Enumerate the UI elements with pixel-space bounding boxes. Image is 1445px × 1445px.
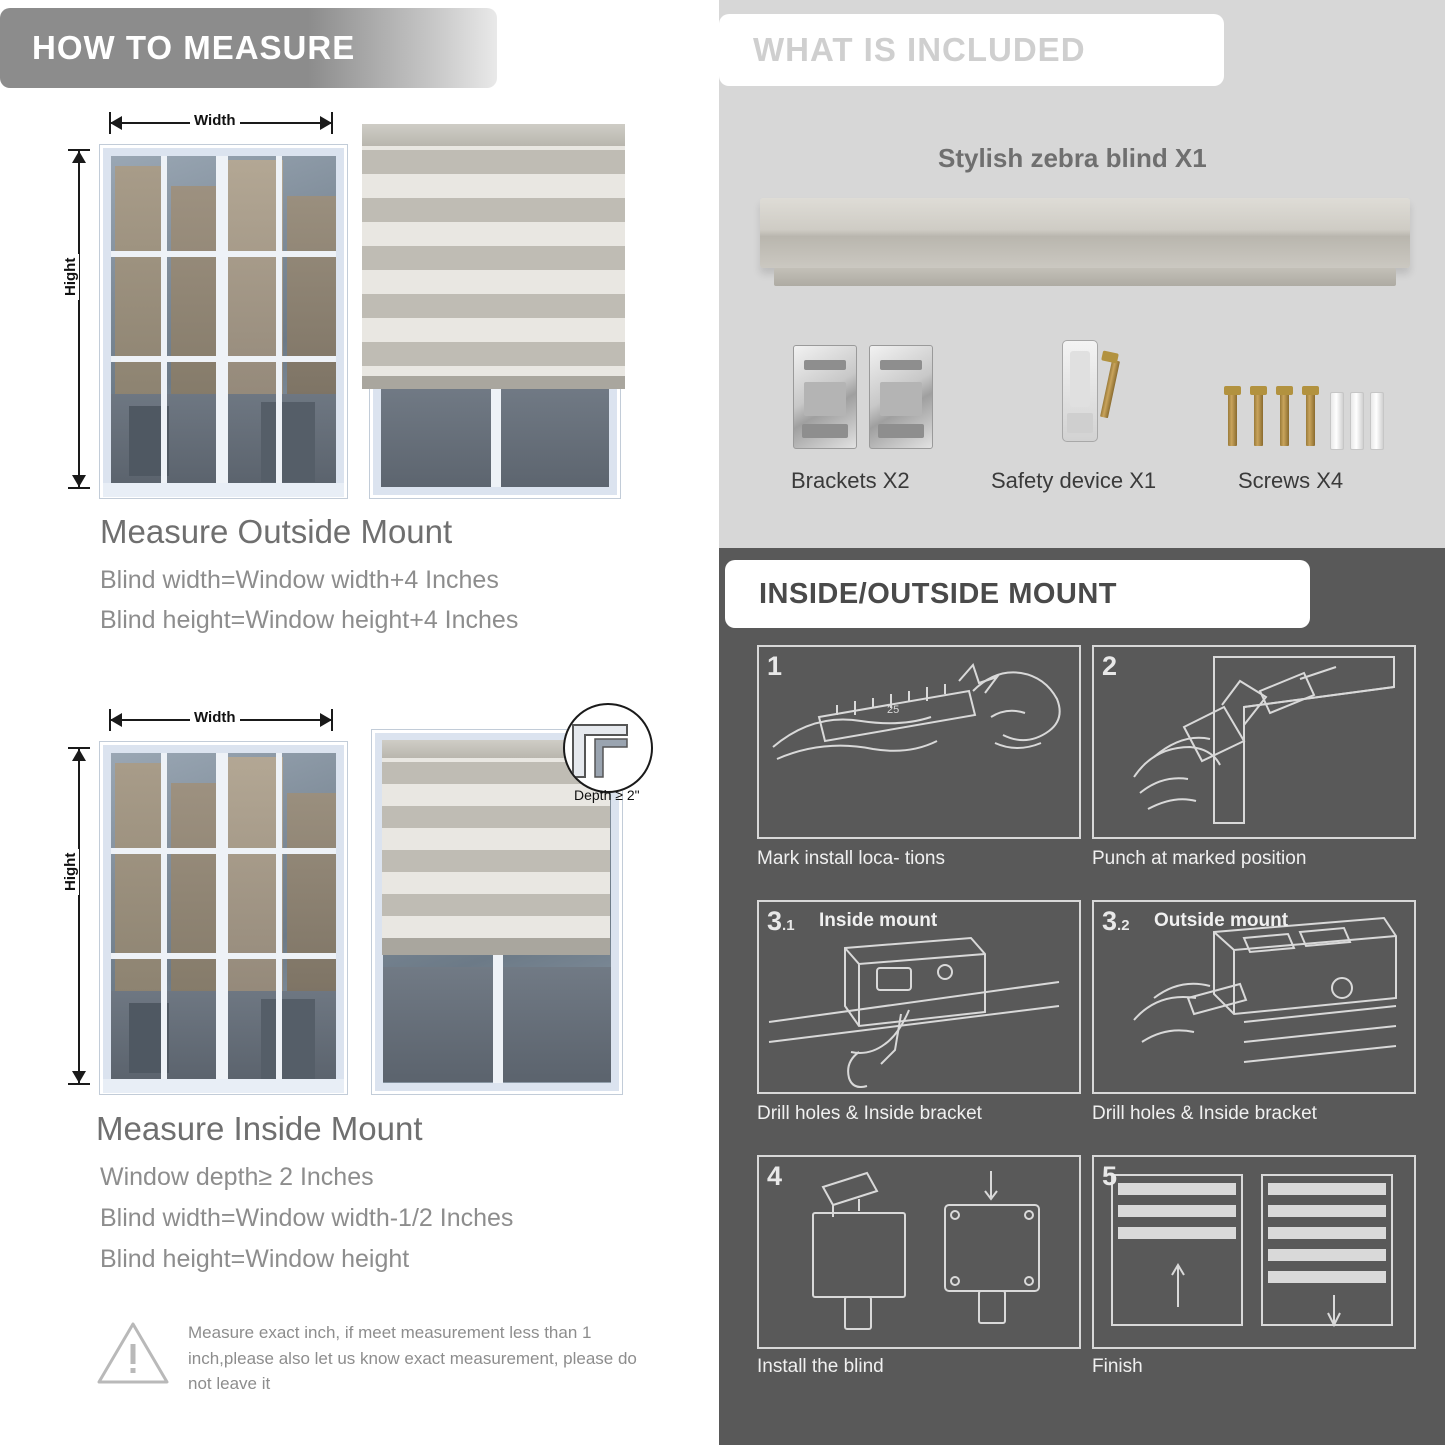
measurement-note xyxy=(96,1320,656,1397)
step-1-number: 1 xyxy=(767,651,783,681)
screw-head-1 xyxy=(1224,386,1241,395)
step-1-drawing xyxy=(759,647,1075,833)
step-4-illustration xyxy=(757,1155,1081,1349)
outside-height-label: Hight xyxy=(62,254,79,300)
inside-height-dimension-line xyxy=(78,748,80,1084)
step-2-label: Punch at marked position xyxy=(1092,848,1307,869)
step-4-label: Install the blind xyxy=(757,1356,884,1377)
how-to-measure-header xyxy=(0,8,497,88)
wall-anchor-1 xyxy=(1330,392,1344,450)
step-2-number: 2 xyxy=(1102,651,1118,681)
outside-height-arrow-top xyxy=(72,151,86,163)
depth-label: Depth ≥ 2" xyxy=(574,787,640,803)
outside-height-arrow-bottom xyxy=(72,475,86,487)
safety-device-part xyxy=(1062,340,1098,442)
bracket-part-1 xyxy=(793,345,857,449)
window-glass-inside xyxy=(111,753,336,1083)
outside-mount-line-2: Blind height=Window height+4 Inches xyxy=(100,606,519,634)
safety-device-label: Safety device X1 xyxy=(991,468,1157,493)
step-5-illustration xyxy=(1092,1155,1416,1349)
warning-triangle-icon xyxy=(96,1320,170,1386)
main-item-label: Stylish zebra blind X1 xyxy=(938,143,1207,173)
outside-width-arrow-left xyxy=(110,116,122,130)
screw-part-3 xyxy=(1280,392,1289,446)
zebra-blind-outside xyxy=(362,124,625,389)
window-illustration-outside xyxy=(100,145,347,498)
screws-label: Screws X4 xyxy=(1238,468,1344,493)
window-glass-outside xyxy=(111,156,336,487)
inside-mount-line-3: Blind height=Window height xyxy=(100,1245,410,1273)
step-3-1-label: Drill holes & Inside bracket xyxy=(757,1103,982,1124)
depth-callout-circle xyxy=(563,703,653,793)
step-5-drawing xyxy=(1094,1157,1410,1343)
screw-part-2 xyxy=(1254,392,1263,446)
inside-height-arrow-top xyxy=(72,749,86,761)
inside-height-tick-bottom xyxy=(68,1083,90,1085)
outside-mount-line-1: Blind width=Window width+4 Inches xyxy=(100,566,499,594)
inside-mount-line-2: Blind width=Window width-1/2 Inches xyxy=(100,1204,514,1232)
outside-height-tick-bottom xyxy=(68,487,90,489)
inside-outside-mount-title: INSIDE/OUTSIDE MOUNT xyxy=(759,577,1118,610)
step-1-label: Mark install loca- tions xyxy=(757,848,945,869)
step-3-2-title: Outside mount xyxy=(1154,910,1289,931)
how-to-measure-panel xyxy=(0,0,712,1445)
window-illustration-inside xyxy=(100,742,347,1094)
depth-detail-icon xyxy=(565,705,651,791)
step-3-1-title: Inside mount xyxy=(819,910,938,931)
step-5-label: Finish xyxy=(1092,1356,1143,1377)
wall-anchor-2 xyxy=(1350,392,1364,450)
step-3-2-subnumber: .2 xyxy=(1117,917,1130,934)
zebra-blind-headrail-lip xyxy=(774,268,1396,286)
measurement-note-text: Measure exact inch, if meet measurement less than 1 inch,please also let us know exact measurement, please do not leave it xyxy=(188,1323,637,1393)
outside-width-arrow-right xyxy=(320,116,332,130)
step-4-number: 4 xyxy=(767,1161,783,1191)
what-is-included-title: WHAT IS INCLUDED xyxy=(753,31,1086,68)
outside-height-dimension-line xyxy=(78,150,80,488)
how-to-measure-title: HOW TO MEASURE xyxy=(32,29,356,66)
zebra-blind-headrail xyxy=(760,198,1410,268)
what-is-included-header xyxy=(719,14,1224,86)
step-3-1-subnumber: .1 xyxy=(782,917,795,934)
step-3-2-label: Drill holes & Inside bracket xyxy=(1092,1103,1317,1124)
inside-height-label: Hight xyxy=(62,849,79,895)
outside-width-label: Width xyxy=(190,112,240,129)
inside-width-arrow-right xyxy=(320,713,332,727)
step-3-2-illustration xyxy=(1092,900,1416,1094)
inside-width-arrow-left xyxy=(110,713,122,727)
screw-head-4 xyxy=(1302,386,1319,395)
inside-mount-title: Measure Inside Mount xyxy=(96,1110,423,1147)
step-3-1-illustration xyxy=(757,900,1081,1094)
wall-anchor-3 xyxy=(1370,392,1384,450)
outside-mount-title: Measure Outside Mount xyxy=(100,513,453,550)
screw-part-4 xyxy=(1306,392,1315,446)
inside-mount-line-1: Window depth≥ 2 Inches xyxy=(100,1163,374,1191)
step-2-illustration xyxy=(1092,645,1416,839)
screw-head-2 xyxy=(1250,386,1267,395)
svg-text:25: 25 xyxy=(887,704,900,716)
bracket-part-2 xyxy=(869,345,933,449)
inside-width-label: Width xyxy=(190,709,240,726)
step-3-2-number: 3.2 xyxy=(1102,906,1130,936)
step-4-drawing xyxy=(759,1157,1075,1343)
step-3-1-number: 3.1 xyxy=(767,906,795,936)
brackets-label: Brackets X2 xyxy=(791,468,910,493)
step-2-drawing xyxy=(1094,647,1410,833)
inside-outside-mount-header xyxy=(725,560,1310,628)
screw-head-3 xyxy=(1276,386,1293,395)
screw-part-1 xyxy=(1228,392,1237,446)
step-1-illustration xyxy=(757,645,1081,839)
step-5-number: 5 xyxy=(1102,1161,1118,1191)
inside-height-arrow-bottom xyxy=(72,1071,86,1083)
